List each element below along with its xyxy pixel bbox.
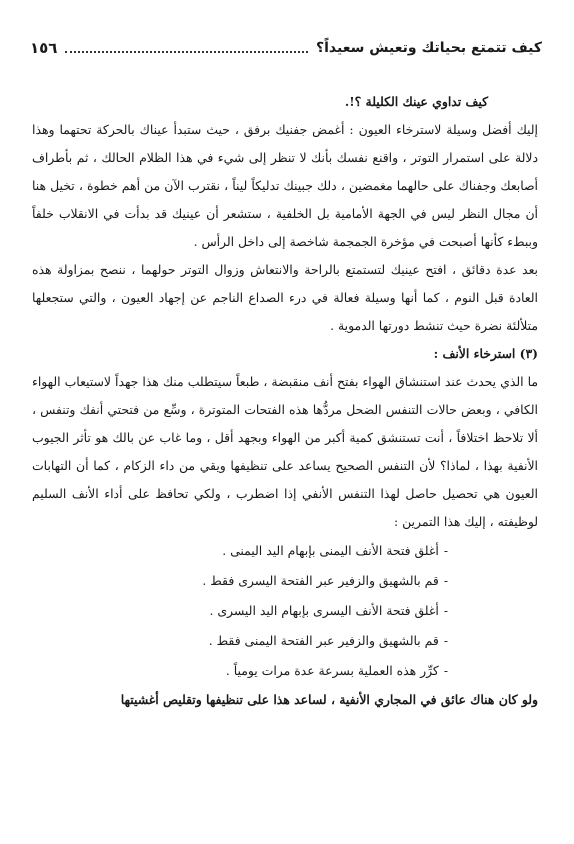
exercise-step-text: أغلق فتحة الأنف اليسرى بإبهام اليد اليسرى . bbox=[209, 603, 439, 618]
exercise-step-text: كرِّر هذه العملية بسرعة عدة مرات يومياً . bbox=[225, 663, 439, 678]
exercise-step bbox=[32, 536, 448, 566]
step-marker: - bbox=[443, 543, 448, 558]
page-number: ١٥٦ bbox=[30, 39, 58, 57]
exercise-step-text: قم بالشهيق والزفير عبر الفتحة اليمنى فقط . bbox=[208, 633, 439, 648]
question-title: كيف تداوي عينك الكليلة ؟!. bbox=[344, 94, 488, 109]
page-header bbox=[30, 36, 542, 60]
header-dotted-leader bbox=[65, 43, 308, 53]
closing-line: ولو كان هناك عائق في المجاري الأنفية ، لساعد هذا على تنظيفها وتقليص أغشيتها bbox=[120, 692, 538, 707]
step-marker: - bbox=[443, 663, 448, 678]
paragraph-after-minutes: بعد عدة دقائق ، افتح عينيك لتستمتع بالراحة والانتعاش وزوال التوتر حولهما ، ننصح بمزاولة هذه العادة قبل النوم ، كما أنها وسيلة فعالة في درء الصداع الناجم عن إجهاد العيون ، والتي ستجعلها متلألئة نضرة حيث تنشط دورتها الدموية . bbox=[32, 262, 538, 333]
running-title: كيف تتمتع بحياتك وتعيش سعيداً؟ bbox=[315, 40, 542, 56]
step-marker: - bbox=[443, 633, 448, 648]
step-marker: - bbox=[443, 573, 448, 588]
exercise-step bbox=[32, 596, 448, 626]
paragraph-eye-relaxation: إليك أفضل وسيلة لاسترخاء العيون : أغمض جفنيك برفق ، حيث ستبدأ عيناك بالحركة تحتهما وهذا دلالة على استمرار التوتر ، واقنع نفسك بأنك لا تنظر إلى شيء في هذا الظلام الحالك ، ثم بأطراف أصابعك وجفناك على حالهما مغمضين ، دلك جبينك تدليكاً ليناً ، نقترب الآن من أهم خطوة ، تخيل هنا أن مجال النظر ليس في الجهة الأمامية بل الخلفية ، ستشعر أن عينيك قد بدأت في الانقلاب خلفاً وببطء كأنها أصبحت في مؤخرة الجمجمة شاخصة إلى داخل الرأس . bbox=[32, 122, 538, 249]
section-heading: (٣) استرخاء الأنف : bbox=[433, 346, 538, 361]
exercise-step bbox=[32, 626, 448, 656]
exercise-step bbox=[32, 566, 448, 596]
exercise-step bbox=[32, 656, 448, 686]
exercise-steps-list bbox=[32, 536, 538, 686]
page-body bbox=[32, 88, 538, 714]
step-marker: - bbox=[443, 603, 448, 618]
exercise-step-text: قم بالشهيق والزفير عبر الفتحة اليسرى فقط . bbox=[202, 573, 439, 588]
paragraph-nose-relaxation: ما الذي يحدث عند استنشاق الهواء بفتح أنف منقبضة ، طبعاً سيتطلب منك هذا جهداً لاستيعاب الهواء الكافي ، وبعض حالات التنفس الضحل مردُّها هذه الفتحات المتوترة ، وسِّع من فتحتي أنفك وتنفس ، ألا تلاحظ اختلافاً ، أنت تستنشق كمية أكبر من الهواء وبجهد أقل ، وما غاب عن بالك هو تأثر الجيوب الأنفية بهذا ، لماذا؟ لأن التنفس الصحيح يساعد على تنظيفها ويقي من داء الزكام ، كما أن التهابات العيون هي تحصيل حاصل لهذا التنفس الأنفي إذا اضطرب ، ولكي تحافظ على أداء الأنف السليم لوظيفته ، إليك هذا التمرين : bbox=[32, 374, 538, 529]
exercise-step-text: أغلق فتحة الأنف اليمنى بإبهام اليد اليمنى . bbox=[222, 543, 439, 558]
